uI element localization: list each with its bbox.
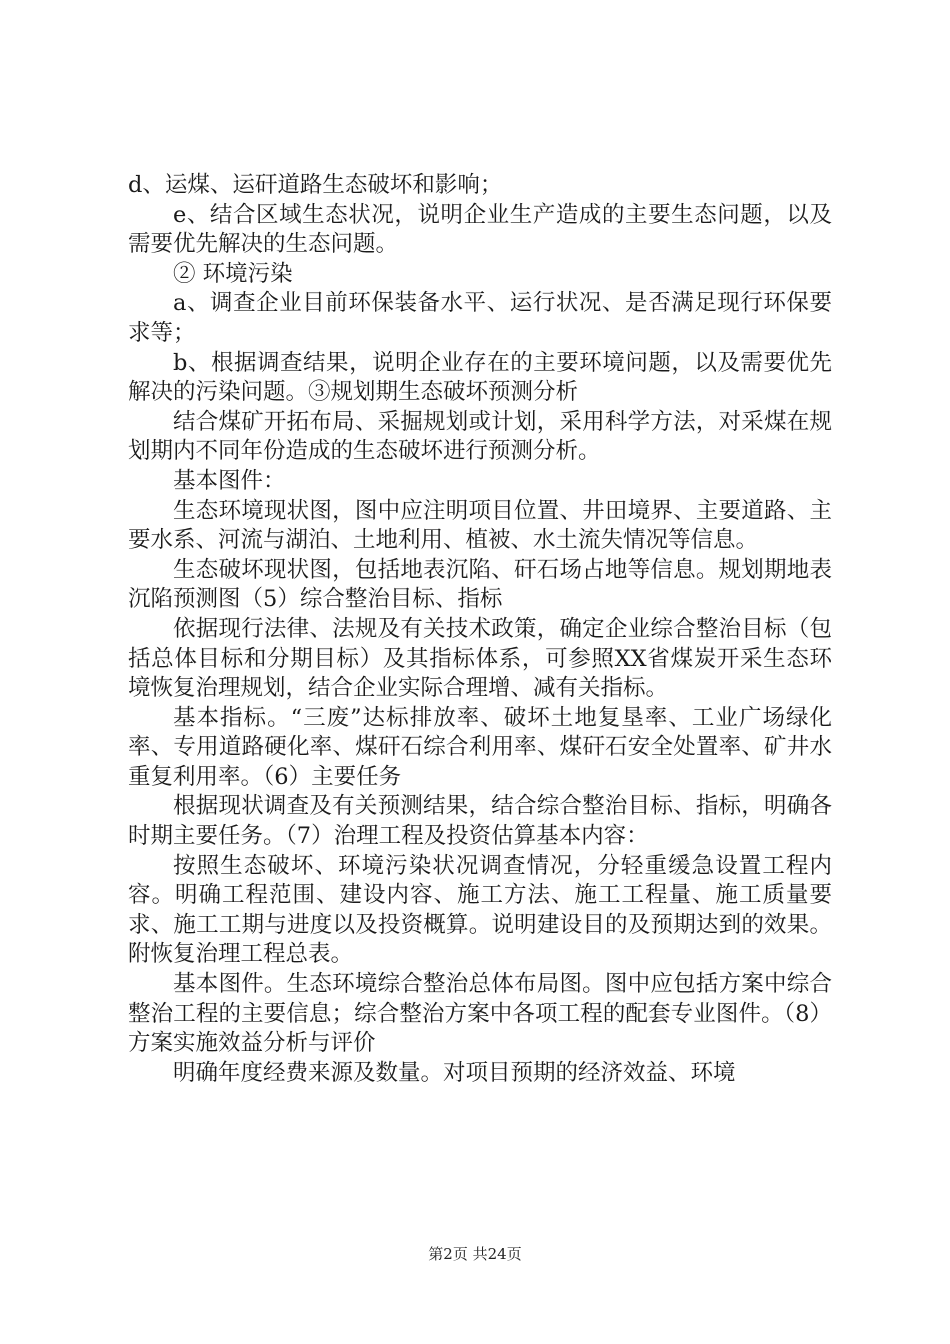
document-body bbox=[128, 171, 832, 1088]
paragraph: 根据现状调查及有关预测结果，结合综合整治目标、指标，明确各时期主要任务。（7）治理工程及投资估算基本内容： bbox=[128, 793, 832, 850]
paragraph: 基本图件： bbox=[173, 467, 286, 494]
paragraph: 依据现行法律、法规及有关技术政策，确定企业综合整治目标（包括总体目标和分期目标）及其指标体系，可参照XX省煤炭开采生态环境恢复治理规划，结合企业实际合理增、减有关指标。 bbox=[128, 615, 832, 702]
page-footer: 第2页 共24页 bbox=[428, 1245, 522, 1263]
paragraph: b、根据调查结果，说明企业存在的主要环境问题，以及需要优先解决的污染问题。③规划期生态破坏预测分析 bbox=[128, 349, 832, 406]
paragraph: 生态环境现状图，图中应注明项目位置、井田境界、主要道路、主要水系、河流与湖泊、土地利用、植被、水土流失情况等信息。 bbox=[128, 497, 832, 554]
paragraph: 生态破坏现状图，包括地表沉陷、矸石场占地等信息。规划期地表沉陷预测图（5）综合整治目标、指标 bbox=[128, 556, 832, 613]
paragraph: e、结合区域生态状况，说明企业生产造成的主要生态问题，以及需要优先解决的生态问题。 bbox=[128, 201, 832, 258]
paragraph: 基本图件。生态环境综合整治总体布局图。图中应包括方案中综合整治工程的主要信息；综合整治方案中各项工程的配套专业图件。（8）方案实施效益分析与评价 bbox=[128, 971, 832, 1057]
paragraph: d、运煤、运矸道路生态破坏和影响； bbox=[128, 172, 503, 198]
paragraph: 结合煤矿开拓布局、采掘规划或计划，采用科学方法，对采煤在规划期内不同年份造成的生态破坏进行预测分析。 bbox=[128, 408, 832, 465]
paragraph: 明确年度经费来源及数量。对项目预期的经济效益、环境 bbox=[173, 1059, 736, 1086]
paragraph: ② 环境污染 bbox=[173, 260, 293, 287]
paragraph: 按照生态破坏、环境污染状况调查情况，分轻重缓急设置工程内容。明确工程范围、建设内容、施工方法、施工工程量、施工质量要求、施工工期与进度以及投资概算。说明建设目的及预期达到的效果。附恢复治理工程总表。 bbox=[128, 852, 832, 968]
paragraph: a、调查企业目前环保装备水平、运行状况、是否满足现行环保要求等； bbox=[128, 290, 832, 346]
paragraph: 基本指标。“三废”达标排放率、破坏土地复垦率、工业广场绿化率、专用道路硬化率、煤矸石综合利用率、煤矸石安全处置率、矿井水重复利用率。（6）主要任务 bbox=[128, 704, 832, 790]
